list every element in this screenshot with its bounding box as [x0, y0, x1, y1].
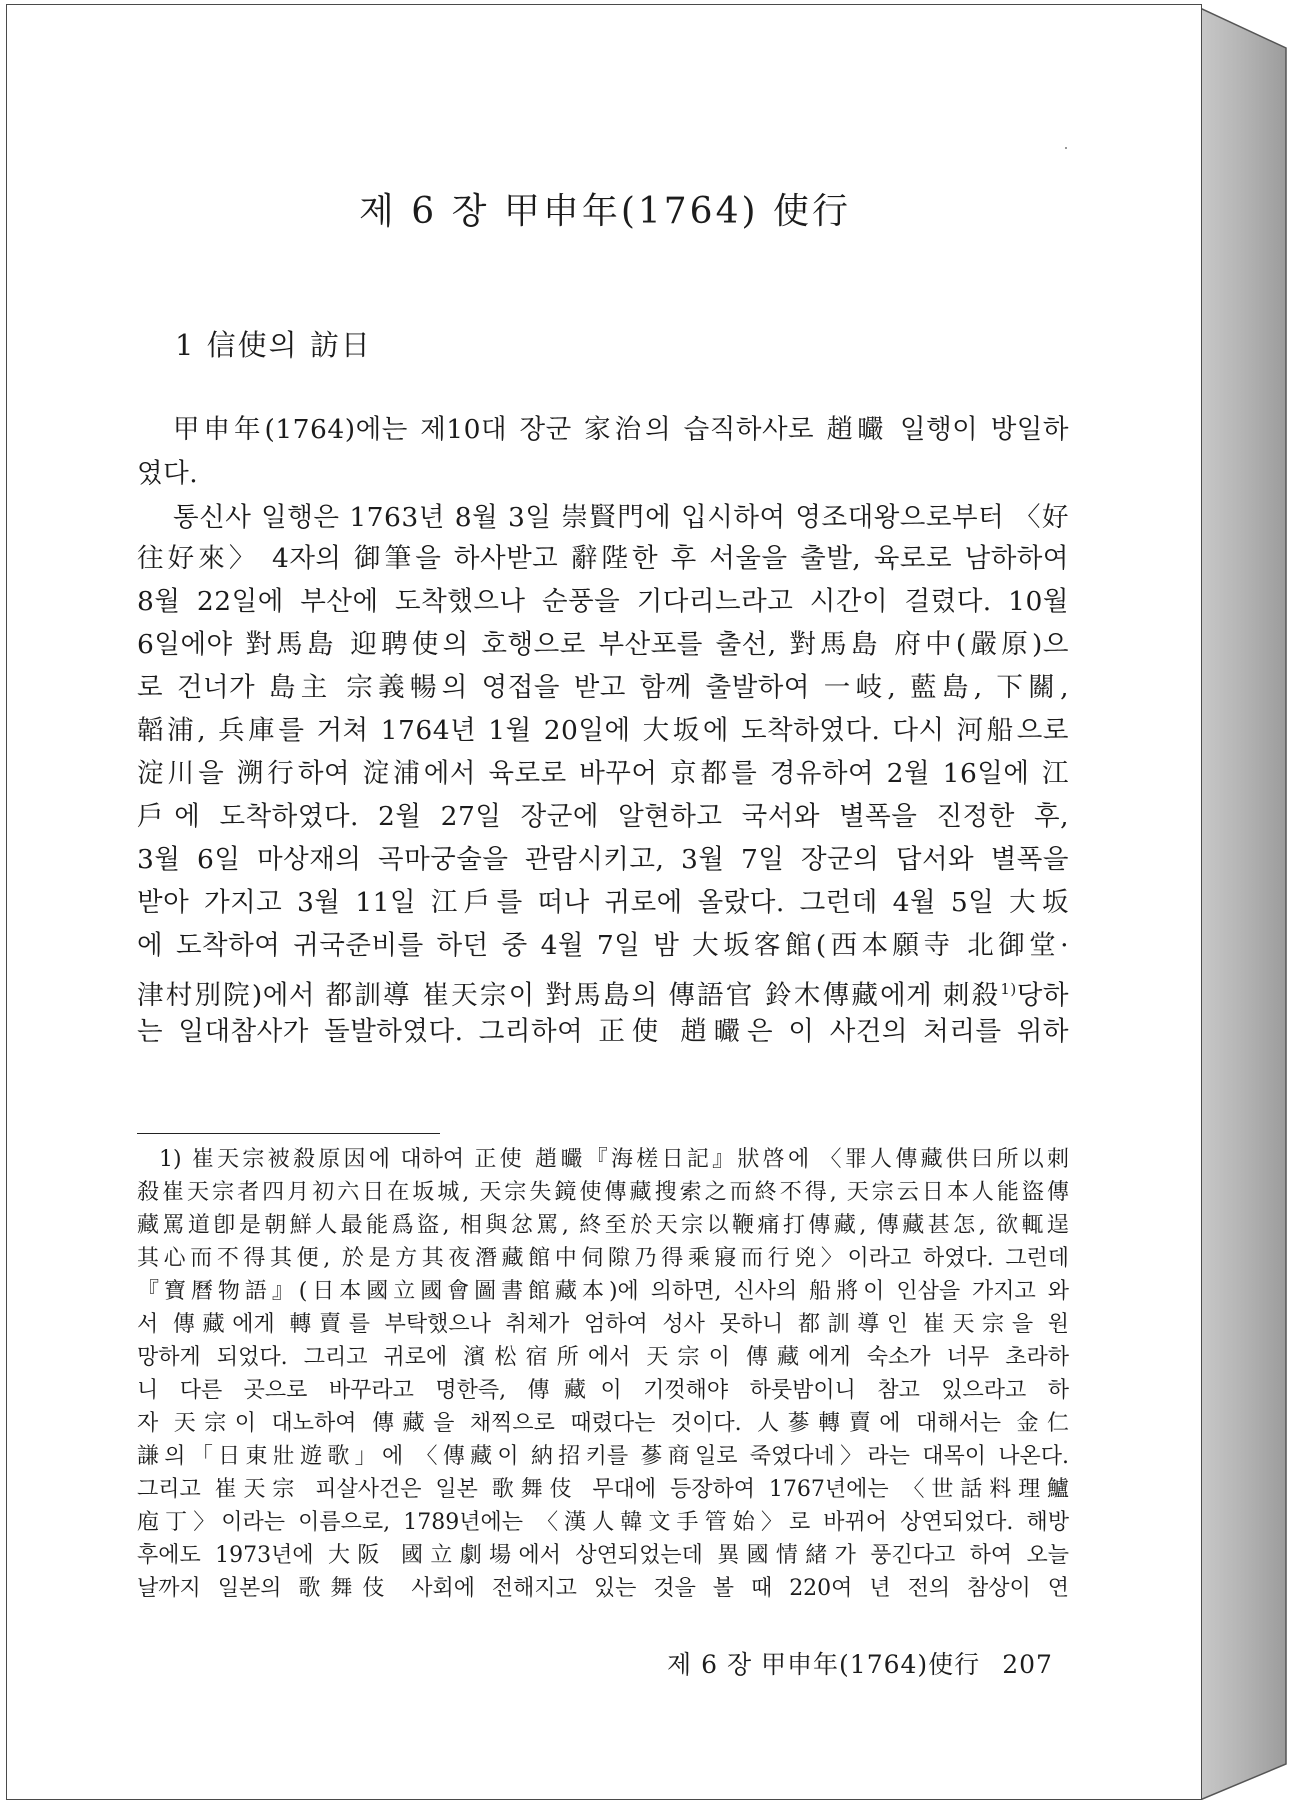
body-line: 戶에 도착하였다. 2월 27일 장군에 알현하고 국서와 별폭을 진정한 후,	[137, 801, 1069, 832]
body-line: 로 건너가 島主 宗義暢의 영접을 받고 함께 출발하여 一岐, 藍島, 下關,	[137, 672, 1069, 703]
body-line: 받아 가지고 3월 11일 江戶를 떠나 귀로에 올랐다. 그런데 4월 5일 大坂	[137, 887, 1069, 918]
footnote-line: 庖丁〉이라는 이름으로, 1789년에는 〈漢人韓文手管始〉로 바뀌어 상연되었다. 해방	[137, 1510, 1069, 1535]
page-number: 207	[1002, 1650, 1053, 1679]
footnote-line: 『寶曆物語』(日本國立國會圖書館藏本)에 의하면, 신사의 船將이 인삼을 가지고 와	[137, 1279, 1069, 1304]
body-line: 는 일대참사가 돌발하였다. 그리하여 正使 趙曮은 이 사건의 처리를 위하	[137, 1016, 1069, 1047]
body-line: 淀川을 溯行하여 淀浦에서 육로로 바꾸어 京都를 경유하여 2월 16일에 江	[137, 758, 1069, 789]
body-line: 6일에야 對馬島 迎聘使의 호행으로 부산포를 출선, 對馬島 府中(嚴原)으	[137, 629, 1069, 660]
body-line: 였다.	[137, 458, 199, 489]
running-footer-title: 제 6 장 甲申年(1764)使行	[667, 1650, 981, 1679]
footnote-line: 그리고 崔天宗 피살사건은 일본 歌舞伎 무대에 등장하여 1767년에는 〈世話料理鱸	[137, 1477, 1069, 1502]
footnote-line: 서 傳藏에게 轉賣를 부탁했으나 취체가 엄하여 성사 못하니 都訓導인 崔天宗을 원	[137, 1312, 1069, 1337]
footnote-line: 니 다른 곳으로 바꾸라고 명한즉, 傳藏이 기껏해야 하룻밤이니 참고 있으라고 하	[137, 1378, 1069, 1403]
body-line: 8월 22일에 부산에 도착했으나 순풍을 기다리느라고 시간이 걸렸다. 10월	[137, 586, 1069, 617]
footnote-line: 날까지 일본의 歌舞伎 사회에 전해지고 있는 것을 볼 때 220여 년 전의 참상이 연	[137, 1576, 1069, 1601]
body-line: 에 도착하여 귀국준비를 하던 중 4월 7일 밤 大坂客館(西本願寺 北御堂·	[137, 930, 1069, 961]
footnote-line: 殺崔天宗者四月初六日在坂城, 天宗失鏡使傳藏搜索之而終不得, 天宗云日本人能盜傳	[137, 1180, 1069, 1205]
chapter-title: 제 6 장 甲申年(1764) 使行	[359, 191, 851, 232]
body-line: 3월 6일 마상재의 곡마궁술을 관람시키고, 3월 7일 장군의 답서와 별폭을	[137, 844, 1069, 875]
footnote-line: 자 天宗이 대노하여 傳藏을 채찍으로 때렸다는 것이다. 人蔘轉賣에 대해서는 金仁	[137, 1411, 1069, 1436]
footnote-line: 其心而不得其便, 於是方其夜潛藏館中伺隙乃得乘寢而行兇〉이라고 하였다. 그런데	[137, 1246, 1069, 1271]
body-line: 韜浦, 兵庫를 거쳐 1764년 1월 20일에 大坂에 도착하였다. 다시 河船으로	[137, 715, 1069, 746]
footnote-line: 藏罵道卽是朝鮮人最能爲盜, 相與忿罵, 終至於天宗以鞭痛打傳藏, 傳藏甚怎, 欲輒逞	[137, 1213, 1069, 1238]
footnote-line: 1) 崔天宗被殺原因에 대하여 正使 趙曮『海槎日記』狀啓에 〈罪人傳藏供曰所以刺	[159, 1147, 1069, 1172]
footnote-divider	[137, 1133, 440, 1134]
body-line-tail: 당하	[1016, 979, 1069, 1011]
footnote-line: 망하게 되었다. 그리고 귀로에 濱松宿所에서 天宗이 傳藏에게 숙소가 너무 초라하	[137, 1345, 1069, 1370]
body-line: 往好來〉 4자의 御筆을 하사받고 辭陛한 후 서울을 출발, 육로로 남하하여	[137, 543, 1069, 574]
scan-speck	[1065, 147, 1067, 149]
footnote-line: 謙의「日東壯遊歌」에 〈傳藏이 納招키를 蔘商일로 죽였다네〉라는 대목이 나온다.	[137, 1444, 1069, 1469]
running-footer	[667, 1645, 1053, 1681]
body-line-with-footnote-ref	[137, 972, 1069, 1012]
body-line: 甲申年(1764)에는 제10대 장군 家治의 습직하사로 趙曮 일행이 방일하	[173, 414, 1069, 445]
section-title: 1 信使의 訪日	[175, 328, 372, 362]
body-line-text: 津村別院)에서 都訓導 崔天宗이 對馬島의 傳語官 鈴木傳藏에게 刺殺	[137, 979, 1001, 1011]
footnote-ref-marker[interactable]: 1)	[1000, 980, 1017, 998]
body-line: 통신사 일행은 1763년 8월 3일 崇賢門에 입시하여 영조대왕으로부터 〈好	[173, 502, 1069, 533]
book-edge-3d	[1200, 8, 1296, 1800]
book-page	[6, 4, 1202, 1800]
footnote-line: 후에도 1973년에 大阪 國立劇場에서 상연되었는데 異國情緒가 풍긴다고 하여 오늘	[137, 1543, 1069, 1568]
